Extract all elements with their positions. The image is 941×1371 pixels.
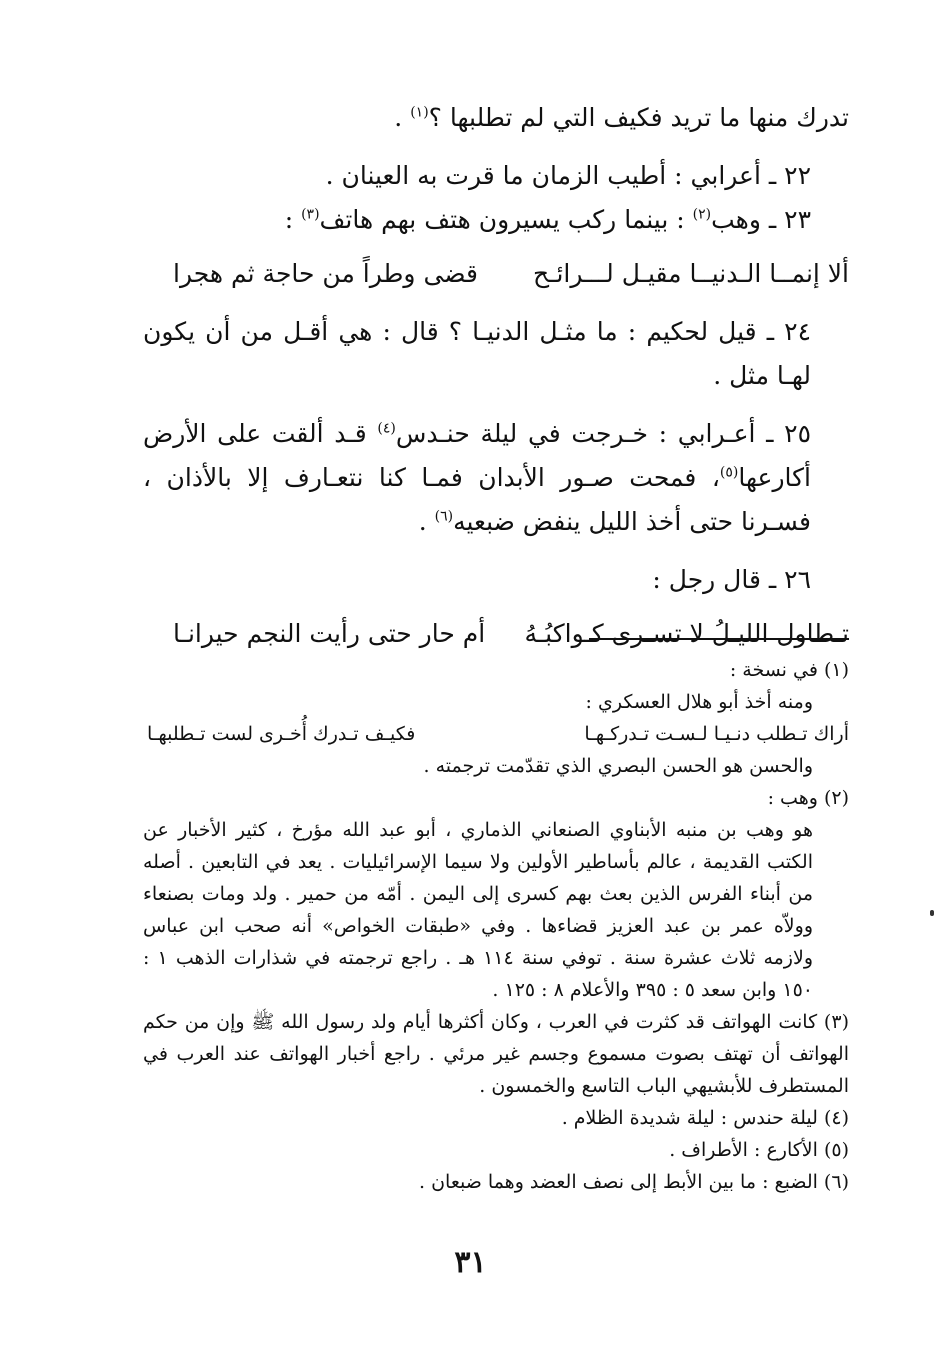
item-23: ٢٣ ـ وهب$^{(٢)}$ : بينما ركب يسيرون هتف بهم هاتف$^{(٣)}$ : [284,205,811,234]
footnote-ref-3[interactable]: (٣) [301,206,320,223]
paragraph-line1: تدرك منها ما تريد فكيف التي لم تطلبها ؟$^{(١)}$ . [394,103,849,132]
footnote-1-label: (١) في نسخة : [729,659,849,681]
footnote-ref-6[interactable]: (٦) [434,508,454,525]
footnote-ref-5[interactable]: (٥) [719,464,739,481]
item-25: ٢٥ ـ أعـرابي : خـرجت في ليلة حنـدس$^{(٤)}$ قـد ألقت على الأرض أكارعها$^{(٥)}$، فمحت صـور الأبدان فمـا كنا نتعـارف إلا بالأذان ، فسـرنا حتى أخذ الليل ينفض ضبعيه$^{(٦)}$ . [143,419,811,536]
footnote-1-intro: ومنه أخذ أبو هلال العسكري : [585,691,813,713]
footnote-divider [589,638,849,640]
page-number: ٣١ [454,1245,487,1280]
footnote-ref-4[interactable]: (٤) [377,420,396,437]
verse-2 [143,612,849,656]
verse-1 [143,252,849,296]
verse-2-second-hemistich: أم حار حتى رأيت النجم حيرانـا [173,619,486,648]
footnote-ref-2[interactable]: (٢) [692,206,712,223]
footnote-2-text: هو وهب بن منبه الأبناوي الصنعاني الذماري ، أبو عبد الله مؤرخ ، كثير الأخبار عن الكتب القديمة ، عالم بأساطير الأولين ولا سيما الإسرائيليات . يعد في التابعين . أصله من أبناء الفرس الذين بعث بهم كسرى إلى اليمن . أمّه من حمير . ولد ومات بصنعاء وولاّه عمر بن عبد العزيز قضاءها . وفي «طبقات الخواص» أنه صحب ابن عباس ولازمه ثلاث عشرة سنة . توفي سنة ١١٤ هـ . راجع ترجمته في شذارات الذهب ١ : ١٥٠ وابن سعد ٥ : ٣٩٥ والأعلام ٨ : ١٢٥ . [143,819,813,1001]
item-24: ٢٤ ـ قيل لحكيم : ما مثـل الدنيـا ؟ قال : هي أقـل من أن يكون لهـا مثل . [143,317,811,390]
footnote-1-text: والحسن هو الحسن البصري الذي تقدّمت ترجمته . [423,755,813,777]
footnote-1-verse [143,718,849,750]
item-26: ٢٦ ـ قال رجل : [652,565,811,594]
footnote-1-verse-first: أراك تـطلب دنـيـا لـسـت تـدركـهـا [584,723,849,745]
footnote-ref-1[interactable]: (١) [410,104,429,121]
main-text [143,96,849,662]
verse-2-first-hemistich: تـطاول الليـلُ لا تسـرى كـواكبُـهُ [524,619,849,648]
footnotes [143,654,849,1198]
verse-1-first-hemistich: ألا إنمــا الـدنيــا مقيـل لـــرائـح [533,259,849,288]
verse-1-second-hemistich: قضى وطراً من حاجة ثم هجرا [173,259,478,288]
footnote-6: (٦) الضبع : ما بين الأبط إلى نصف العضد وهما ضبعان . [419,1171,849,1193]
ink-speck [930,910,934,916]
footnote-1-verse-second: فكيـف تـدرك أُخـرى لست تـطلبهـا [147,723,416,745]
footnote-3: (٣) كانت الهواتف قد كثرت في العرب ، وكان أكثرها أيام ولد رسول الله ﷺ وإن من حكم الهواتف أن تهتف بصوت مسموع وجسم غير مرئي . راجع أخبار الهواتف عند العرب في المستطرف للأبشيهي الباب التاسع والخمسون . [143,1011,849,1097]
footnote-4: (٤) ليلة حندس : ليلة شديدة الظلام . [561,1107,849,1129]
footnote-5: (٥) الأكارع : الأطراف . [669,1139,849,1161]
footnote-2-label: (٢) وهب : [767,787,849,809]
item-22: ٢٢ ـ أعرابي : أطيب الزمان ما قرت به العينان . [325,161,811,190]
